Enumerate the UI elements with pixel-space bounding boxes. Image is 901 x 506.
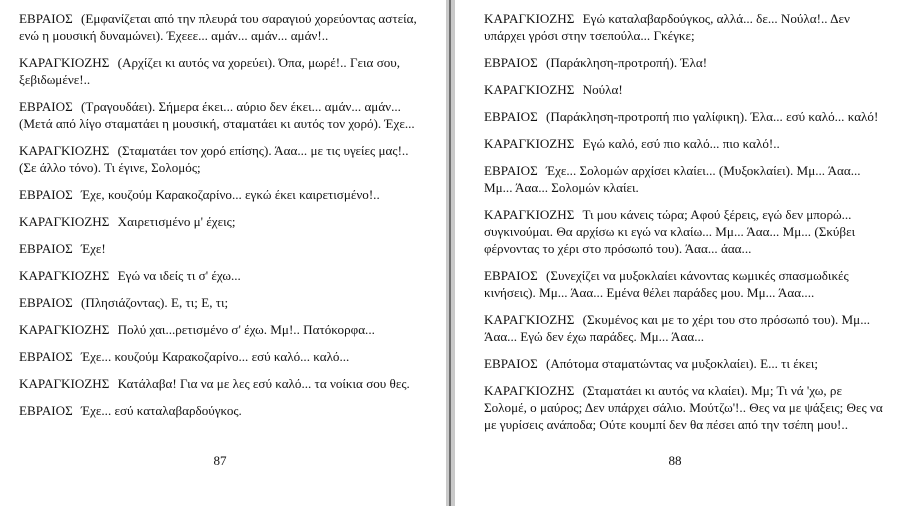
dialogue-text: (Παράκληση-προτροπή πιο γαλίφικη). Έλα... εσύ καλό... καλό! xyxy=(546,109,879,124)
dialogue-paragraph xyxy=(484,162,884,196)
dialogue-text: Έχε... εσύ καταλαβαρδούγκος. xyxy=(81,403,242,418)
speaker-name: ΕΒΡΑΙΟΣ xyxy=(19,187,73,202)
dialogue-paragraph xyxy=(19,213,417,230)
dialogue-text: (Σταματάει τον χορό επίσης). Άαα... με τις υγείες μας!.. (Σε άλλο τόνο). Τι έγινε, Σολομός; xyxy=(19,143,409,175)
page-text xyxy=(484,10,884,443)
dialogue-text: Τι μου κάνεις τώρα; Αφού ξέρεις, εγώ δεν μπορώ... συγκινούμαι. Θα αρχίσω κι εγώ να κλαίω... Μμ... Άαα... Μμ... (Σκύβει φέρνοντας το χέρι στο πρόσωπό του). Άαα... άαα... xyxy=(484,207,856,256)
page-number: 87 xyxy=(213,453,227,468)
speaker-name: ΚΑΡΑΓΚΙΟΖΗΣ xyxy=(19,322,110,337)
dialogue-paragraph xyxy=(484,355,884,372)
dialogue-paragraph xyxy=(484,206,884,257)
dialogue-text: Έχε... κουζούμ Καρακοζαρίνο... εσύ καλό... καλό... xyxy=(81,349,350,364)
dialogue-text: Χαιρετισμένο μ' έχεις; xyxy=(117,214,236,229)
speaker-name: ΚΑΡΑΓΚΙΟΖΗΣ xyxy=(484,11,575,26)
dialogue-paragraph xyxy=(484,10,884,44)
dialogue-paragraph xyxy=(19,267,417,284)
dialogue-paragraph xyxy=(19,348,417,365)
dialogue-paragraph xyxy=(484,108,884,125)
dialogue-paragraph xyxy=(19,294,417,311)
dialogue-text: Εγώ καλό, εσύ πιο καλό... πιο καλό!.. xyxy=(582,136,780,151)
dialogue-text: (Αρχίζει κι αυτός να χορεύει). Όπα, μωρέ!.. Γεια σου, ξεβιδωμένε!.. xyxy=(19,55,401,87)
dialogue-text: Πολύ χαι...ρετισμένο σ' έχω. Μμ!.. Πατόκορφα... xyxy=(117,322,375,337)
dialogue-paragraph xyxy=(19,142,417,176)
speaker-name: ΚΑΡΑΓΚΙΟΖΗΣ xyxy=(484,207,575,222)
dialogue-paragraph xyxy=(19,54,417,88)
dialogue-paragraph xyxy=(484,382,884,433)
speaker-name: ΕΒΡΑΙΟΣ xyxy=(19,99,73,114)
gutter-line xyxy=(449,0,451,506)
dialogue-paragraph xyxy=(19,240,417,257)
dialogue-text: (Σταματάει κι αυτός να κλαίει). Μμ; Τι νά 'χω, ρε Σολομέ, ο μαύρος; Δεν υπάρχει σάλιο. Μούτζω'!.. Θες να με ψάξεις; Θες να με γυρίσεις ανάποδα; Ούτε κουμπί δεν θα πέσει από την τσέπη μου!.. xyxy=(484,383,883,432)
speaker-name: ΕΒΡΑΙΟΣ xyxy=(484,55,538,70)
dialogue-paragraph xyxy=(19,402,417,419)
dialogue-text: Έχε... Σολομών αρχίσει κλαίει... (Μυξοκλαίει). Μμ... Άαα... Μμ... Άαα... Σολομών κλαίει. xyxy=(484,163,861,195)
speaker-name: ΚΑΡΑΓΚΙΟΖΗΣ xyxy=(484,312,575,327)
speaker-name: ΕΒΡΑΙΟΣ xyxy=(484,109,538,124)
dialogue-paragraph xyxy=(484,311,884,345)
page-text xyxy=(19,10,417,429)
dialogue-paragraph xyxy=(19,321,417,338)
speaker-name: ΚΑΡΑΓΚΙΟΖΗΣ xyxy=(19,376,110,391)
dialogue-text: Έχε! xyxy=(81,241,106,256)
speaker-name: ΕΒΡΑΙΟΣ xyxy=(484,356,538,371)
speaker-name: ΕΒΡΑΙΟΣ xyxy=(484,163,538,178)
speaker-name: ΕΒΡΑΙΟΣ xyxy=(19,295,73,310)
dialogue-text: (Σκυμένος και με το χέρι του στο πρόσωπό του). Μμ... Άαα... Εγώ δεν έχω παράδες. Μμ... Άαα... xyxy=(484,312,871,344)
dialogue-paragraph xyxy=(19,10,417,44)
dialogue-text: Εγώ να ιδείς τι σ' έχω... xyxy=(117,268,241,283)
dialogue-text: (Παράκληση-προτροπή). Έλα! xyxy=(546,55,708,70)
speaker-name: ΚΑΡΑΓΚΙΟΖΗΣ xyxy=(19,268,110,283)
dialogue-paragraph xyxy=(19,98,417,132)
page-left xyxy=(0,0,444,506)
speaker-name: ΚΑΡΑΓΚΙΟΖΗΣ xyxy=(484,82,575,97)
dialogue-text: Έχε, κουζούμ Καρακοζαρίνο... εγκώ έκει καιρετισμένο!.. xyxy=(81,187,380,202)
dialogue-paragraph xyxy=(484,54,884,71)
page-gutter-divider xyxy=(444,0,457,506)
dialogue-text: (Εμφανίζεται από την πλευρά του σαραγιού χορεύοντας αστεία, ενώ η μουσική δυναμώνει). Έχεεε... αμάν... αμάν... αμάν!.. xyxy=(19,11,417,43)
dialogue-paragraph xyxy=(19,375,417,392)
speaker-name: ΕΒΡΑΙΟΣ xyxy=(19,241,73,256)
speaker-name: ΕΒΡΑΙΟΣ xyxy=(484,268,538,283)
speaker-name: ΚΑΡΑΓΚΙΟΖΗΣ xyxy=(484,383,575,398)
dialogue-text: (Απότομα σταματώντας να μυξοκλαίει). Ε... τι έκει; xyxy=(546,356,818,371)
dialogue-text: Εγώ καταλαβαρδούγκος, αλλά... δε... Νούλα!.. Δεν υπάρχει γρόσι στην τσεπούλα... Γκέγκε; xyxy=(484,11,850,43)
dialogue-text: (Πλησιάζοντας). Ε, τι; Ε, τι; xyxy=(81,295,229,310)
dialogue-text: Κατάλαβα! Για να με λες εσύ καλό... τα νοίκια σου θες. xyxy=(117,376,410,391)
speaker-name: ΚΑΡΑΓΚΙΟΖΗΣ xyxy=(19,143,110,158)
dialogue-text: Νούλα! xyxy=(582,82,623,97)
dialogue-paragraph xyxy=(484,81,884,98)
speaker-name: ΕΒΡΑΙΟΣ xyxy=(19,11,73,26)
speaker-name: ΚΑΡΑΓΚΙΟΖΗΣ xyxy=(19,214,110,229)
speaker-name: ΕΒΡΑΙΟΣ xyxy=(19,403,73,418)
page-right xyxy=(457,0,901,506)
speaker-name: ΚΑΡΑΓΚΙΟΖΗΣ xyxy=(484,136,575,151)
dialogue-paragraph xyxy=(484,267,884,301)
dialogue-text: (Συνεχίζει να μυξοκλαίει κάνοντας κωμικές σπασμωδικές κινήσεις). Μμ... Άαα... Εμένα θέλει παράδες μου. Μμ... Άαα.... xyxy=(484,268,849,300)
speaker-name: ΕΒΡΑΙΟΣ xyxy=(19,349,73,364)
dialogue-paragraph xyxy=(19,186,417,203)
dialogue-text: (Τραγουδάει). Σήμερα έκει... αύριο δεν έκει... αμάν... αμάν... (Μετά από λίγο σταματάει η μουσική, σταματάει κι αυτός τον χορό). Έχε... xyxy=(19,99,415,131)
dialogue-paragraph xyxy=(484,135,884,152)
page-number: 88 xyxy=(668,453,682,468)
speaker-name: ΚΑΡΑΓΚΙΟΖΗΣ xyxy=(19,55,110,70)
